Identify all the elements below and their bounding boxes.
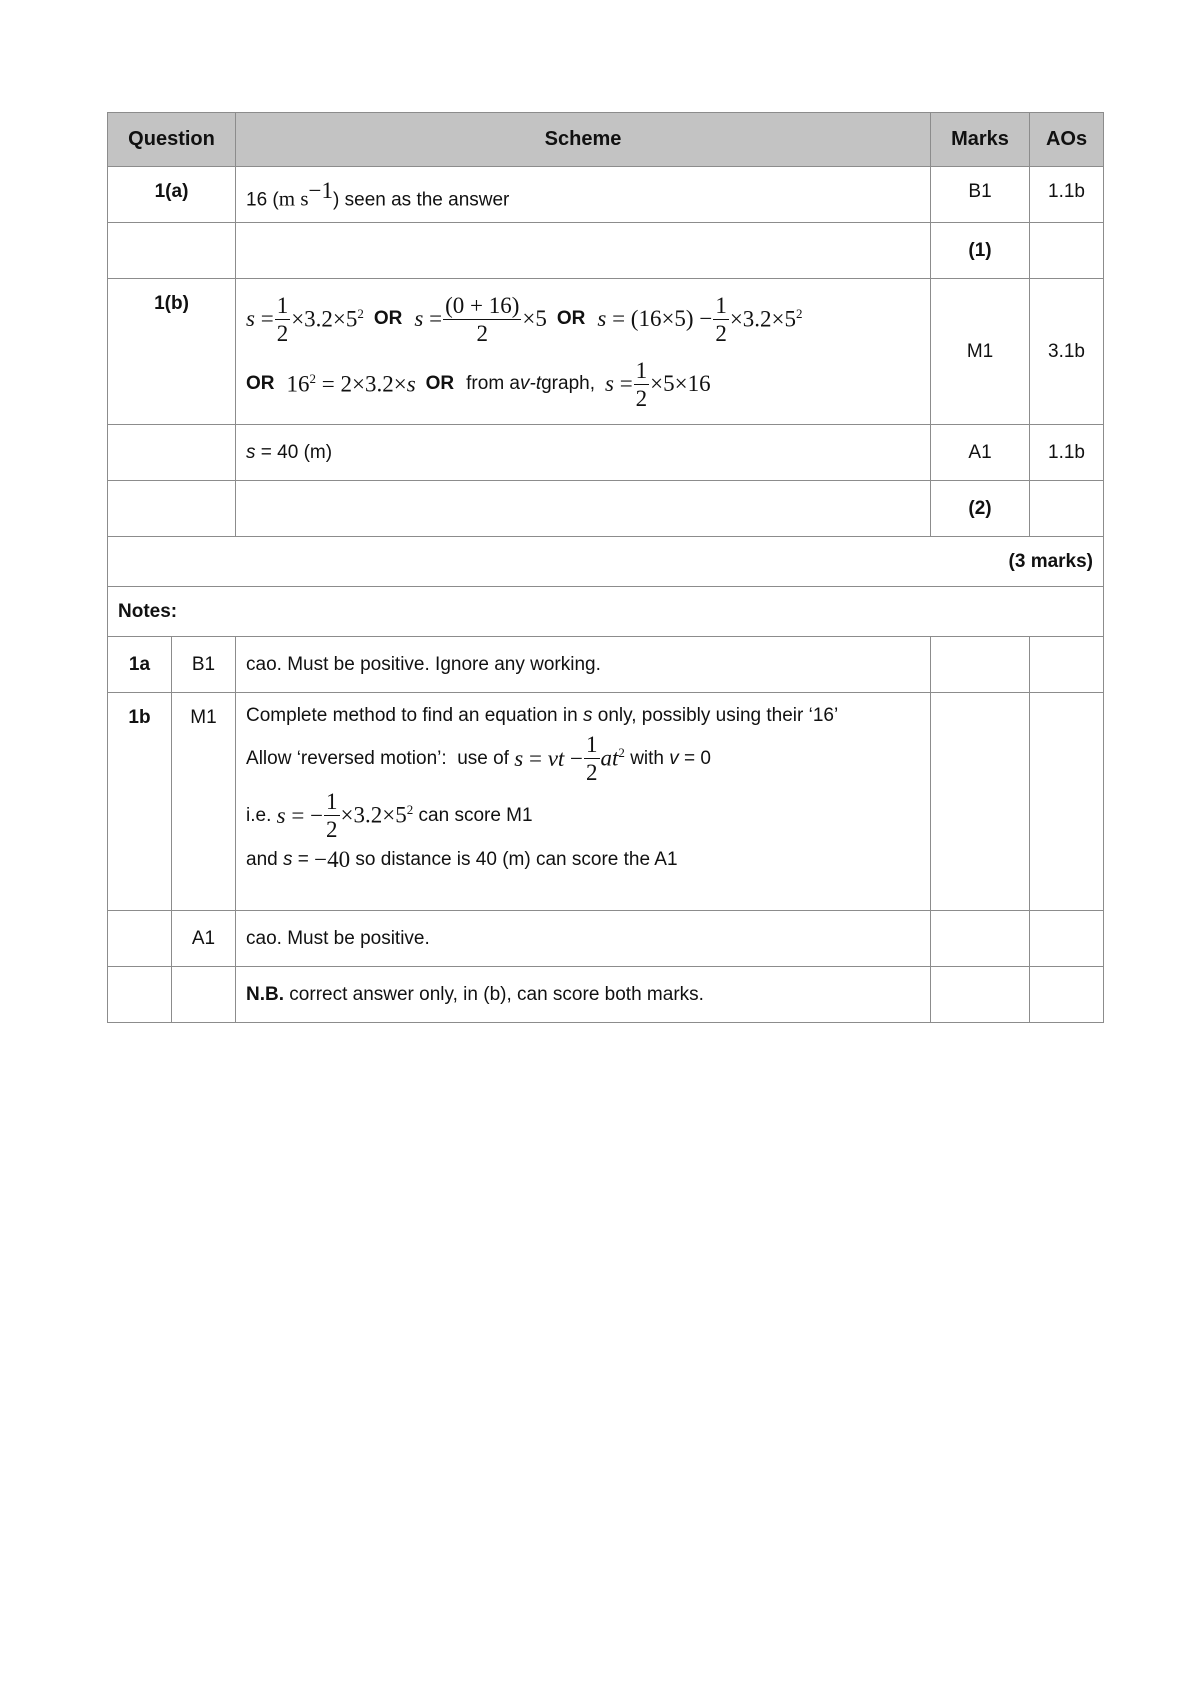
mark-scheme-page [107,112,1103,1023]
note-1b-line-4: and s = −40 so distance is 40 (m) can score the A1 [246,847,678,872]
mark-1a: B1 [931,167,1030,223]
note-1b-line-1: Complete method to find an equation in s only, possibly using their ‘16’ [246,705,839,726]
method-line-2: OR $16^2 = 2\times 3.2\times s$ OR from a v-t graph, s = $\frac{1}{2}$ ×5×16 [246,357,711,411]
method-line-1: s = $\frac{1}{2}$ $\times 3.2\times 5^2$ OR s = $\frac{(0 + 16)}{2}$ ×5 OR s = (16×5) − $\frac{1}{2}$ $\times 3.2\times 5^2$ [246,292,803,346]
row-1b-subtotal [108,481,1104,537]
note-1b-part: 1b [108,693,172,911]
note-1b-mark: M1 [172,693,236,911]
row-note-a1 [108,911,1104,967]
row-1b-method [108,279,1104,425]
mark-scheme-table [107,112,1104,1023]
row-notes-title [108,587,1104,637]
subtotal-1a: (1) [931,223,1030,279]
mark-1b-a: A1 [931,425,1030,481]
note-1b-line-2: Allow ‘reversed motion’: use of s = vt − $\frac{1}{2}$ $at^2$ with v = 0 [246,732,712,785]
scheme-1a: 16 (m $s^{-1}$) seen as the answer [236,167,931,223]
row-note-1a [108,637,1104,693]
subtotal-1b: (2) [931,481,1030,537]
question-label-1a: 1(a) [108,167,236,223]
note-1a-mark: B1 [172,637,236,693]
ao-1b-a: 1.1b [1030,425,1104,481]
header-marks: Marks [931,113,1030,167]
notes-title: Notes: [108,587,1104,637]
question-label-1b: 1(b) [108,279,236,425]
total-marks: (3 marks) [108,537,1104,587]
row-note-1b [108,693,1104,911]
mark-1b-m: M1 [931,279,1030,425]
row-1a [108,167,1104,223]
row-1b-answer [108,425,1104,481]
note-1b-line-3: i.e. s = − $\frac{1}{2}$ $\times 3.2\times 5^2$ can score M1 [246,789,533,842]
note-a1-text: cao. Must be positive. [236,911,931,967]
ao-1b-m: 3.1b [1030,279,1104,425]
note-nb: N.B. correct answer only, in (b), can score both marks. [236,967,931,1023]
note-a1-mark: A1 [172,911,236,967]
scheme-1b-answer: s = 40 (m) [236,425,931,481]
note-1b-text [236,693,931,911]
note-1a-part: 1a [108,637,172,693]
header-aos: AOs [1030,113,1104,167]
row-total [108,537,1104,587]
ao-1a: 1.1b [1030,167,1104,223]
header-question: Question [108,113,236,167]
note-1a-text: cao. Must be positive. Ignore any working. [236,637,931,693]
row-note-nb [108,967,1104,1023]
header-scheme: Scheme [236,113,931,167]
header-row [108,113,1104,167]
row-1a-subtotal [108,223,1104,279]
scheme-1b-method [236,279,931,425]
